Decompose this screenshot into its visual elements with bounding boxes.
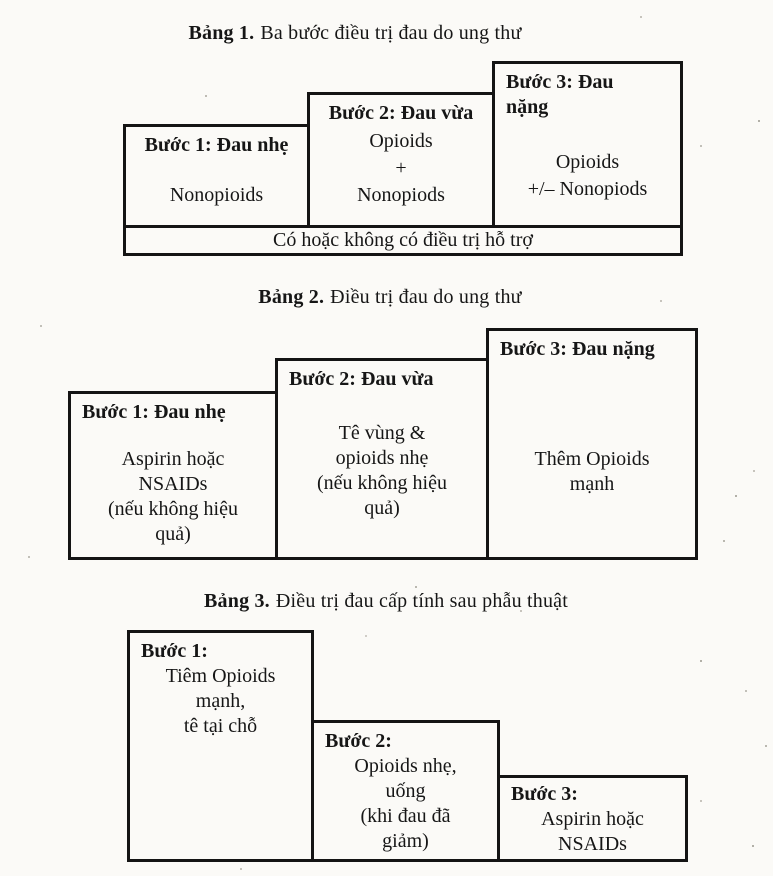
figure1-step3-box <box>492 61 683 228</box>
figure1-step2-box <box>307 92 495 228</box>
figure2-step1-heading: Bước 1: Đau nhẹ <box>82 401 226 423</box>
figure2-step2-box <box>275 358 489 560</box>
figure1-support-bar <box>123 225 683 256</box>
step-body-line: uống <box>385 780 426 802</box>
figure2-step2-heading: Bước 2: Đau vừa <box>289 368 434 390</box>
figure2-caption-text: Điều trị đau do ung thư <box>330 286 522 308</box>
figure3-step2-body <box>314 754 497 854</box>
step-body-line: (khi đau đã <box>360 805 451 827</box>
figure3-step3-box <box>497 775 688 862</box>
step-body-line: mạnh, <box>195 690 246 712</box>
step-body-line: Aspirin hoặc <box>541 808 644 830</box>
step-body-line: Opioids <box>369 130 433 152</box>
figure2-caption <box>150 286 630 309</box>
figure3-step3-heading: Bước 3: <box>511 783 578 805</box>
figure2-step1-body <box>71 447 275 547</box>
step-body-line: tê tại chỗ <box>183 715 258 737</box>
step-body-line: (nếu không hiệu <box>317 472 447 494</box>
step-body-line: NSAIDs <box>558 833 627 855</box>
step-body-line: Opioids <box>555 151 620 173</box>
figure2-step2-body <box>278 421 486 521</box>
figure1-step1-body <box>126 182 307 209</box>
step-body-line: quả) <box>155 523 191 545</box>
figure1-caption-label: Bảng 1. <box>188 22 255 44</box>
figure3-caption-label: Bảng 3. <box>204 590 270 612</box>
step-body-line: Aspirin hoặc <box>121 448 225 470</box>
figure1-step2-body <box>310 128 492 209</box>
figure3-caption <box>146 590 626 613</box>
figure3-step1-heading: Bước 1: <box>141 640 208 662</box>
figure2-step1-box <box>68 391 278 560</box>
step-body-line: giảm) <box>382 830 429 852</box>
figure1-caption <box>115 22 595 45</box>
figure1-step1-box <box>123 124 310 228</box>
figure3-step2-heading: Bước 2: <box>325 730 392 752</box>
figure3-caption-text: Điều trị đau cấp tính sau phẫu thuật <box>275 590 568 612</box>
step-body-line: + <box>395 157 407 179</box>
step-body-line: mạnh <box>569 473 615 495</box>
step-body-line: NSAIDs <box>138 473 208 495</box>
figure1-step3-body <box>495 149 680 203</box>
step-body-line: Nonopiods <box>357 184 445 206</box>
step-body-line: (nếu không hiệu <box>108 498 238 520</box>
step-body-line: opioids nhẹ <box>335 447 429 469</box>
step-body-line: Tiêm Opioids <box>165 665 276 687</box>
step-body-line: +/– Nonopiods <box>527 178 648 200</box>
figure3-step1-box <box>127 630 314 862</box>
figure2-caption-label: Bảng 2. <box>258 286 325 308</box>
figure3-step1-body <box>130 664 311 739</box>
figure2-step3-box <box>486 328 698 560</box>
step-body-line: Tê vùng & <box>338 422 426 444</box>
figure1-step2-heading: Bước 2: Đau vừa <box>328 102 474 124</box>
figure1-step1-heading: Bước 1: Đau nhẹ <box>144 134 289 156</box>
step-body-line: Opioids nhẹ, <box>354 755 457 777</box>
step-body-line: Nonopioids <box>169 184 264 206</box>
step-body-line: Thêm Opioids <box>534 448 650 470</box>
figure2-step3-heading: Bước 3: Đau nặng <box>500 338 655 360</box>
figure3-step3-body <box>500 807 685 857</box>
scan-noise-speckles <box>0 0 2 2</box>
figure2-step3-body <box>489 447 695 497</box>
figure1-step3-heading: Bước 3: Đau nặng <box>506 71 614 118</box>
figure1-support-bar-text: Có hoặc không có điều trị hỗ trợ <box>273 229 533 251</box>
step-body-line: quả) <box>364 497 400 519</box>
figure3-step2-box <box>311 720 500 862</box>
figure1-caption-text: Ba bước điều trị đau do ung thư <box>260 22 522 44</box>
